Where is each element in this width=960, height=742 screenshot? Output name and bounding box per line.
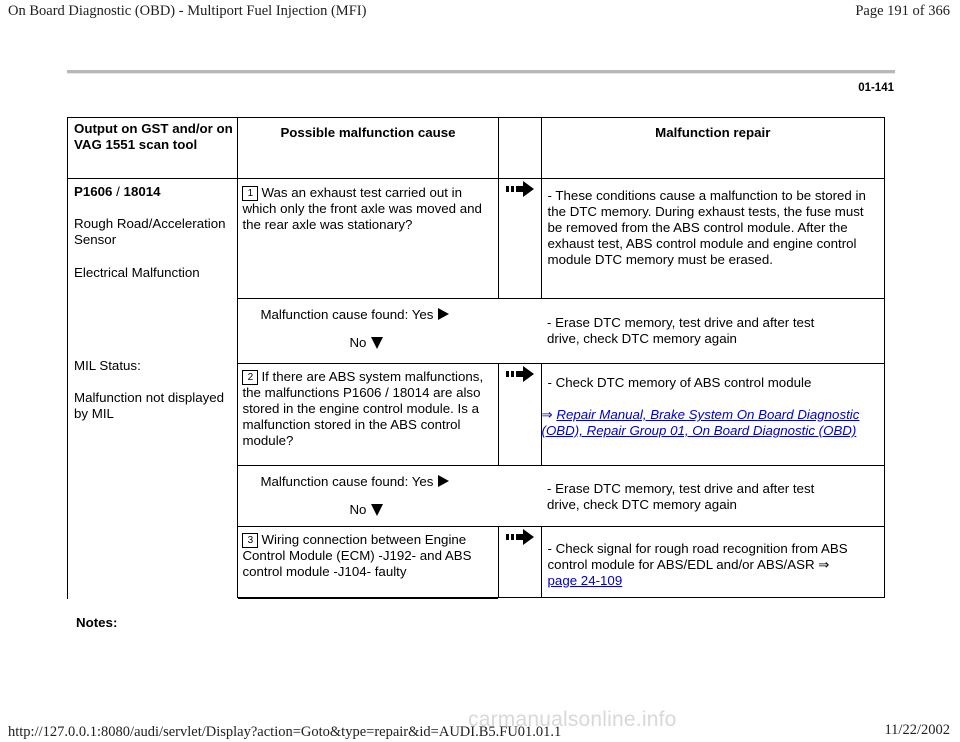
brake-obd-manual-link[interactable]: Repair Manual, Brake System On Board Diagnostic (OBD), Repair Group 01, On Board Diagnostic (OBD)	[541, 407, 860, 438]
table-row	[68, 179, 885, 299]
dtc-code: P1606 / 18014	[74, 184, 161, 199]
right-arrow-icon	[506, 181, 536, 197]
page-24-109-link[interactable]: page 24-109	[547, 573, 623, 588]
table-header-row	[68, 118, 885, 179]
arrow-cell-3	[498, 527, 541, 598]
mil-status-label: MIL Status:	[74, 358, 141, 373]
cause-cell-2: 2 If there are ABS system malfunctions, the malfunctions P1606 / 18014 are also stored in the engine control module. Is a malfunction stored in the ABS control module?	[238, 364, 498, 466]
watermark: carmanualsonline.info	[468, 708, 677, 731]
footer-url: http://127.0.0.1:8080/audi/servlet/Display?action=Goto&type=repair&id=AUDI.B5.FU01.01.1	[8, 724, 562, 740]
no-arrow-icon	[371, 337, 383, 349]
diagnostic-table	[67, 117, 885, 599]
cause-cell-1: 1 Was an exhaust test carried out in which only the front axle was moved and the rear axle was stationary?	[238, 179, 498, 299]
notes-heading: Notes:	[76, 615, 118, 630]
found-cell-1: Malfunction cause found: Yes No	[238, 299, 541, 364]
header-arrow-col	[498, 118, 541, 179]
header-output: Output on GST and/or on VAG 1551 scan tool	[68, 118, 238, 179]
footer-date: 11/22/2002	[884, 722, 950, 738]
step-number-3: 3	[242, 533, 258, 548]
arrow-cell-1	[498, 179, 541, 299]
header-cause: Possible malfunction cause	[238, 118, 498, 179]
code-description: Rough Road/Acceleration Sensor	[74, 216, 226, 247]
step-number-1: 1	[242, 186, 258, 201]
right-arrow-icon	[506, 366, 536, 382]
repair-cell-1: - These conditions cause a malfunction to be stored in the DTC memory. During exhaust tests, the fuse must be removed from the ABS control module. After the exhaust test, ABS control module and engine control module DTC memory must be erased.	[541, 179, 884, 299]
header-rule	[67, 70, 895, 74]
step-number-2: 2	[242, 370, 258, 385]
yes-arrow-icon	[438, 475, 449, 487]
no-arrow-icon	[371, 504, 383, 516]
cause-cell-3: 3 Wiring connection between Engine Control Module (ECM) -J192- and ABS control module -J104- faulty	[238, 527, 498, 598]
header-repair: Malfunction repair	[541, 118, 884, 179]
found-cell-2: Malfunction cause found: Yes No	[238, 466, 541, 527]
found-repair-2: - Erase DTC memory, test drive and after test drive, check DTC memory again	[541, 466, 884, 527]
right-arrow-icon	[506, 529, 536, 545]
arrow-cell-2	[498, 364, 541, 466]
link-arrow-icon: ⇒	[541, 407, 553, 422]
doc-number: 01-141	[858, 82, 894, 94]
mil-status-value: Malfunction not displayed by MIL	[74, 390, 225, 421]
page-counter: Page 191 of 366	[855, 3, 950, 19]
link-arrow-icon: ⇒	[818, 557, 830, 572]
output-cell	[68, 179, 238, 599]
repair-cell-3: - Check signal for rough road recognition from ABS control module for ABS/EDL and/or ABS/ASR ⇒ page 24-109	[541, 527, 884, 598]
code-fault-type: Electrical Malfunction	[74, 265, 200, 280]
found-repair-1: - Erase DTC memory, test drive and after test drive, check DTC memory again	[541, 299, 884, 364]
document-title: On Board Diagnostic (OBD) - Multiport Fuel Injection (MFI)	[8, 3, 367, 19]
yes-arrow-icon	[438, 308, 449, 320]
repair-cell-2: - Check DTC memory of ABS control module ⇒ Repair Manual, Brake System On Board Diagnostic (OBD), Repair Group 01, On Board Diagnostic (OBD)	[541, 364, 884, 466]
